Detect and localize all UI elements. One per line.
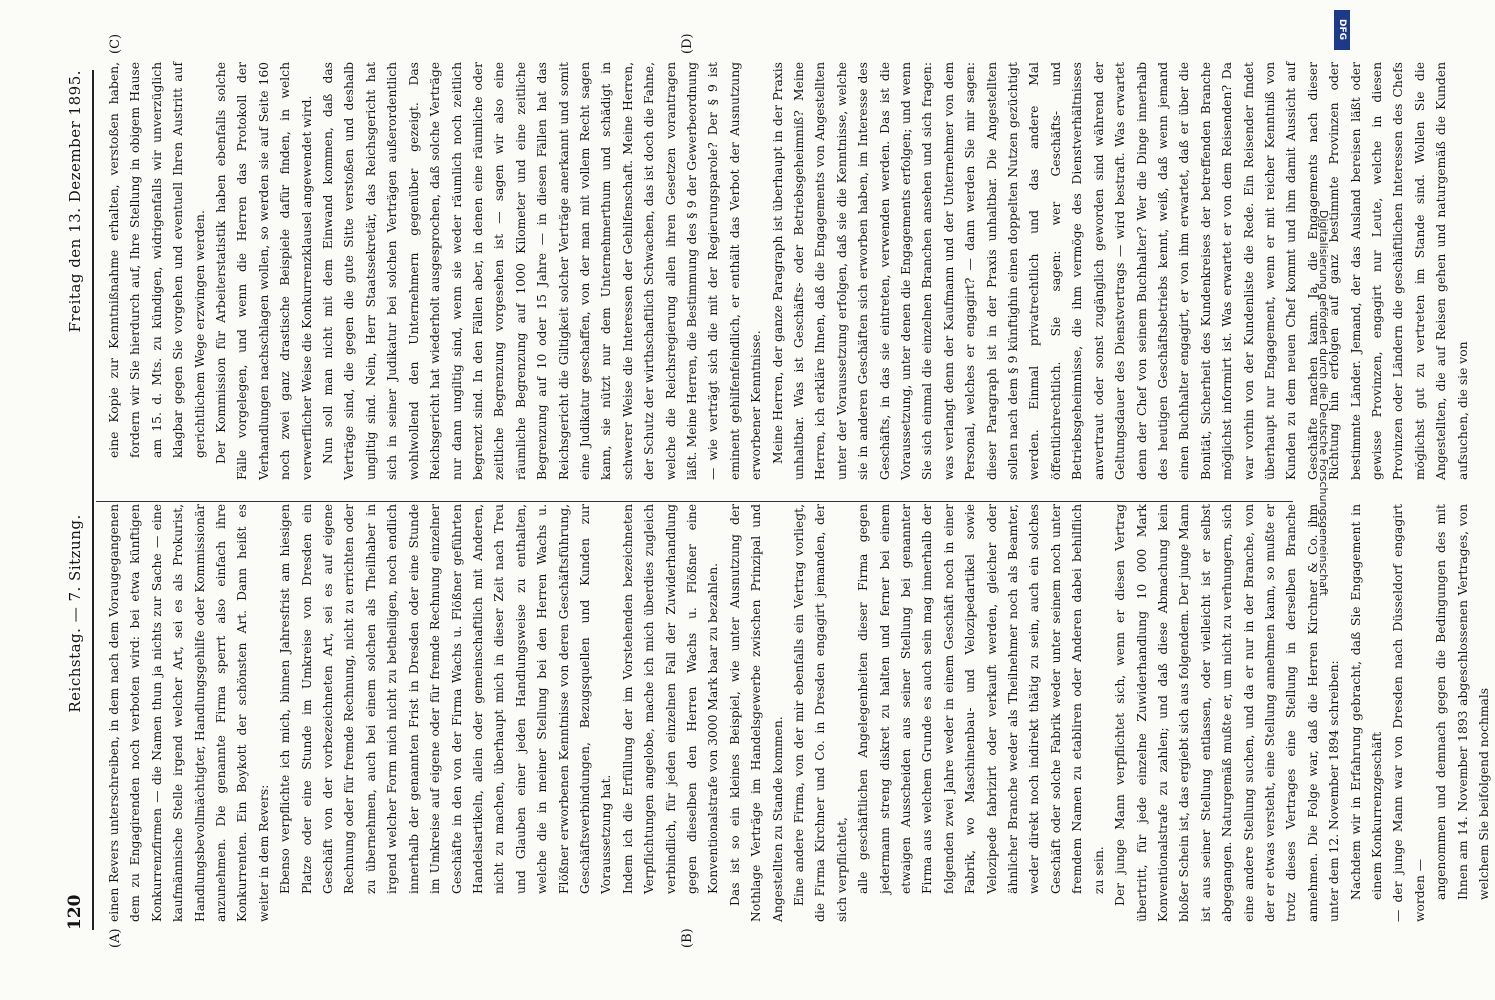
margin-marker-d: (D)	[680, 33, 695, 54]
paragraph: einen Revers unterschreiben, in dem nach dem Voraugegangenen dem zu Engagirenden noch verboten wird: bei etwa künftigen Konkurrenzfirmen — die Namen thun ja nichts zur Sache — eine kaufmännische Stelle irgend welcher Art, sei es als Prokurist, Handlungsbevollmächtigter, Handlungsgehilfe oder Kommissionär anzunehmen. Die genannte Firma sperrt also einfach ihre Konkurrenten. Ein Boykott der schönsten Art. Dann heißt es weiter in dem Revers:	[107, 504, 271, 922]
page-header	[60, 70, 90, 930]
margin-marker-a: (A)	[108, 928, 123, 948]
paragraph: Der Kommission für Arbeiterstatistik haben ebenfalls solche Fälle vorgelegen, und wenn die Herren das Protokoll der Verhandlungen nachschlagen wollen, so werden sie auf Seite 160 noch zwei ganz drastische Beispiele dafür finden, in welch verwerflicher Weise die Konkurrenzklausel angewendet wird.	[214, 62, 314, 480]
header-right-title: Freitag den 13. Dezember 1895.	[66, 70, 84, 333]
paragraph: Eine andere Firma, von der mir ebenfalls ein Vertrag vorliegt, die Firma Kirchner und Co. in Dresden engagirt jemanden, der sich verpflichtet,	[792, 504, 849, 922]
paragraph: — der junge Mann war von Dresden nach Düsseldorf engagirt worden —	[1391, 504, 1427, 922]
header-left-title: Reichstag. — 7. Sitzung.	[66, 514, 84, 713]
digitization-credit: Digitalisierung gefördert durch die Deutsche Forschungsgemeinschaft	[1317, 210, 1330, 596]
quoted-paragraph: alle geschäftlichen Angelegenheiten dieser Firma gegen jedermann streng diskret zu halten und ferner bei einem etwaigen Ausscheiden aus seiner Stellung bei genannter Firma aus welchem Grunde es auch sein mag innerhalb der folgenden zwei Jahre weder in einem Geschäft noch in einer Fabrik, wo Maschinenbau- und Velozipedartikel sowie Velozipede fabrizirt oder verkauft werden, gleicher oder ähnlicher Branche weder als Theilnehmer noch als Beamter, weder direkt noch indirekt thätig zu sein, auch ein solches Geschäft oder solche Fabrik weder unter seinem noch unter fremdem Namen zu etabliren oder Anderen dabei behilflich zu sein.	[856, 504, 1106, 894]
paragraph: Nun soll man nicht mit dem Einwand kommen, daß das Verträge sind, die gegen die gute Sitte verstoßen und deshalb ungiltig sind. Nein, Herr Staatssekretär, das Reichsgericht hat sich in seiner Judikatur bei solchen Verträgen außerordentlich wohlwollend den Unternehmern gegenüber gezeigt. Das Reichsgericht hat wiederholt ausgesprochen, daß solche Verträge nur dann ungiltig sind, wenn sie weder räumlich noch zeitlich begrenzt sind. In den Fällen aber, in denen eine räumliche oder zeitliche Begrenzung vorgesehen ist — sagen wir also eine räumliche Begrenzung auf 1000 Kilometer und eine zeitliche Begrenzung auf 10 oder 15 Jahre — in diesen Fällen hat das Reichsgericht die Giltigkeit solcher Verträge anerkannt und somit eine Judikatur geschaffen, von der man mit vollem Recht sagen kann, sie nützt nur dem Unternehmerthum und schädigt in schwerer Weise die Interessen der Gehilfenschaft. Meine Herren, der Schutz der wirthschaftlich Schwachen, das ist doch die Fahne, welche die Reichsregierung allen ihren Gesetzen vorantragen läßt. Meine Herren, die Bestimmung des § 9 der Gewerbeordnung — wie verträgt sich die mit der Regierungsparole? Der § 9 ist eminent gehilfenfeindlich, er enthält das Verbot der Ausnutzung erworbener Kenntnisse.	[321, 62, 764, 480]
page-number: 120	[65, 894, 85, 930]
left-text-column	[104, 504, 1491, 922]
quoted-paragraph: Nachdem wir in Erfahrung gebracht, daß Sie Engagement in einem Konkurrenzgeschäft	[1348, 504, 1384, 900]
header-rule	[92, 70, 94, 930]
paragraph: Der junge Mann verpflichtet sich, wenn er diesen Vertrag übertritt, für jede einzelne Zuwiderhandlung 10 000 Mark Konventionalstrafe zu zahlen; und daß diese Abmachung kein bloßer Schein ist, das ergiebt sich aus folgendem. Der junge Mann ist aus seiner Stellung entlassen, oder vielleicht ist er selbst abgegangen. Naturgemäß mußte er, um nicht zu verhungern, sich eine andere Stellung suchen, und da er nur in der Branche, von der er etwas versteht, eine Stellung annehmen kann, so mußte er trotz dieses Vertrages eine Stellung in derselben Branche annehmen. Die Folge war, daß die Herren Kirchner & Co. ihm unter dem 12. November 1894 schreiben:	[1113, 504, 1342, 922]
margin-marker-b: (B)	[680, 928, 695, 948]
quoted-paragraph: Indem ich die Erfüllung der im Vorstehenden bezeichneten Verpflichtungen angelobe, mache ich mich überdies zugleich verbindlich, für jeden einzelnen Fall der Zuwiderhandlung gegen dieselben den Herren Wachs u. Flößner eine Konventionalstrafe von 3000 Mark baar zu bezahlen.	[620, 504, 721, 894]
quoted-paragraph: Ebenso verpflichte ich mich, binnen Jahresfrist am hiesigen Platze oder eine Stunde im Umkreise von Dresden ein Geschäft von der vorbezeichneten Art, sei es auf eigene Rechnung oder für fremde Rechnung, nicht zu errichten oder zu übernehmen, auch bei einem solchen als Theilhaber in irgend welcher Form mich nicht zu betheiligen, noch endlich innerhalb der genannten Frist in Dresden oder eine Stunde im Umkreise auf eigene oder für fremde Rechnung einzelner Geschäfte in den von der Firma Wachs u. Flößner geführten Handelsartikeln, allein oder gemeinschaftlich mit Anderen, nicht zu machen, überhaupt mich in dieser Zeit nach Treu und Glauben einer jeden Handlungsweise zu enthalten, welche die in meiner Stellung bei den Herren Wachs u. Flößner erworbenen Kenntnisse von deren Geschäftsführung, Geschäftsverbindungen, Bezugsquellen und Kunden zur Voraussetzung hat.	[278, 504, 614, 894]
column-divider	[96, 501, 1293, 502]
dfg-logo: DFG	[1334, 10, 1350, 50]
margin-marker-c: (C)	[108, 33, 123, 54]
paragraph: Meine Herren, der ganze Paragraph ist überhaupt in der Praxis unhaltbar. Was ist Geschäfts- oder Betriebsgeheimniß? Meine Herren, ich erkläre Ihnen, daß die Engagements von Angestellten unter der Voraussetzung erfolgen, daß sie die Kenntnisse, welche sie in anderen Geschäften sich erworben haben, im Interesse des Geschäfts, in das sie eintreten, verwenden werden. Das ist die Voraussetzung, unter denen die Engagements erfolgen; und wenn Sie sich einmal die einzelnen Branchen ansehen und sich fragen: was verlangt denn der Kaufmann und der Unternehmer von dem Personal, welches er engagirt? — dann werden Sie mir sagen: dieser Paragraph ist in der Praxis unhaltbar. Die Angestellten sollen nach dem § 9 künftighin einen doppelten Nutzen gezüchtigt werden. Einmal privatrechtlich und das andere Mal öffentlichrechtlich. Sie sagen: wer Geschäfts- und Betriebsgeheimnisse, die ihm vermöge des Dienstverhältnisses anvertraut oder sonst zugänglich geworden sind während der Geltungsdauer des Dienstvertrags — wird bestraft. Was erwartet denn der Chef von seinem Buchhalter? Wer die Dinge innerhalb des heutigen Geschäftsbetriebs kennt, weiß, daß wenn jemand einen Buchhalter engagirt, er von ihm erwartet, daß er über die Bonität, Sicherheit des Kundenkreises der betreffenden Branche möglichst informirt ist. Was erwartet er von dem Reisenden? Da war vorhin von der Kundenliste die Rede. Ein Reisender findet überhaupt nur Engagement, wenn er mit reicher Kenntniß von Kunden zu dem neuen Chef kommt und ihm damit Aussicht auf Geschäfte machen kann. Ja, die Engagements nach dieser Richtung hin erfolgen auf ganz bestimmte Provinzen oder bestimmte Länder. Jemand, der das Ausland bereisen läßt oder gewisse Provinzen, engagirt nur Leute, welche in diesen Provinzen oder Ländern die geschäftlichen Interessen des Chefs möglichst gut zu vertreten im Stande sind. Wollen Sie die Angestellten, die auf Reisen gehen und naturgemäß die Kunden aufsuchen, die sie von	[770, 62, 1470, 480]
paragraph: Das ist so ein kleines Beispiel, wie unter Ausnutzung der Nothlage Verträge im Handelsgewerbe zwischen Prinzipal und Angestellten zu Stande kommen.	[727, 504, 785, 922]
quoted-paragraph: angenommen und demnach gegen die Bedingungen des mit Ihnen am 14. November 1893 abgeschlossenen Vertrages, von welchem Sie beifolgend nochmals	[1434, 504, 1491, 900]
quoted-paragraph: eine Kopie zur Kenntnißnahme erhalten, verstoßen haben, fordern wir Sie hierdurch auf, Ihre Stellung in obigem Hause am 15. d. Mts. zu kündigen, widrigenfalls wir unverzüglich klagbar gegen Sie vorgehen und eventuell Ihren Austritt auf gerichtlichem Wege erzwingen werden.	[107, 62, 207, 458]
